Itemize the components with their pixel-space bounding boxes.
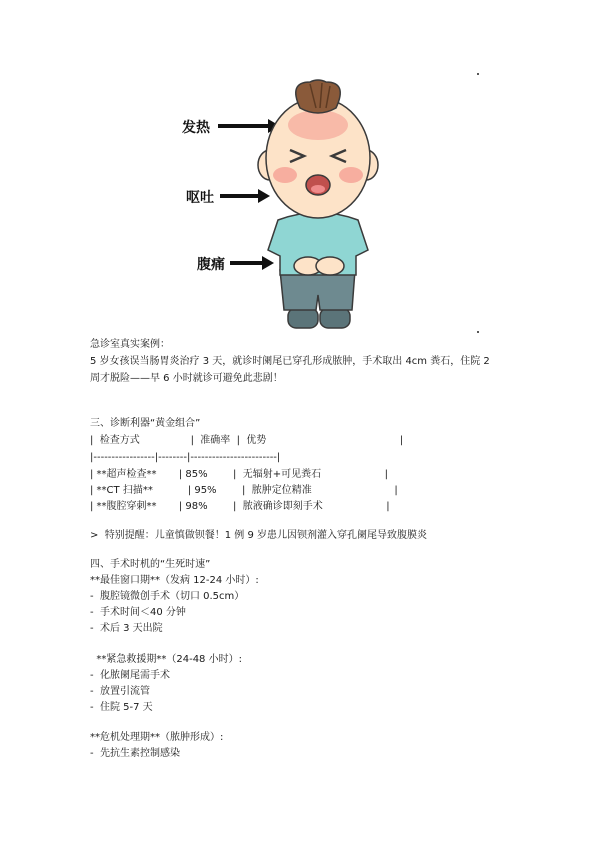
list-item: - 手术时间＜40 分钟	[90, 607, 186, 618]
list-item: - 先抗生素控制感染	[90, 748, 180, 759]
table-line: | 检查方式 | 准确率 | 优势 |	[90, 435, 404, 446]
vomit-label: 呕吐	[186, 190, 214, 206]
child-figure	[258, 80, 378, 328]
special-reminder-note: > 特别提醒：儿童慎做钡餐！1 例 9 岁患儿因钡剂灌入穿孔阑尾导致腹膜炎	[90, 530, 427, 541]
section-4-heading: 四、手术时机的“生死时速”	[90, 559, 211, 570]
sick-child-illustration	[170, 70, 500, 340]
pain-label: 腹痛	[197, 257, 225, 273]
pain-arrow-icon	[230, 256, 274, 270]
case-line-2: 周才脱险——早 6 小时就诊可避免此悲剧！	[90, 373, 283, 384]
window-2-title: **紧急救援期**（24-48 小时）:	[90, 654, 242, 665]
table-line: |-----------------|--------|------------------------|	[90, 452, 281, 463]
section-3-heading: 三、诊断利器“黄金组合”	[90, 418, 201, 429]
list-item: - 放置引流管	[90, 686, 150, 697]
vomit-arrow-icon	[220, 189, 270, 203]
list-item: - 化脓阑尾需手术	[90, 670, 170, 681]
case-line-1: 5 岁女孩误当肠胃炎治疗 3 天，就诊时阑尾已穿孔形成脓肿，手术取出 4cm 粪石，住院 2	[90, 356, 490, 367]
table-line: | **超声检查** | 85% | 无辐射+可见粪石 |	[90, 469, 389, 480]
list-item: - 术后 3 天出院	[90, 623, 163, 634]
table-line: | **腹腔穿刺** | 98% | 脓液确诊即刻手术 |	[90, 501, 390, 512]
fever-label: 发热	[182, 120, 210, 136]
list-item: - 腹腔镜微创手术（切口 0.5cm）	[90, 591, 245, 602]
list-item: - 住院 5-7 天	[90, 702, 153, 713]
case-title: 急诊室真实案例：	[90, 339, 170, 350]
window-3-title: **危机处理期**（脓肿形成）:	[90, 732, 224, 743]
window-1-title: **最佳窗口期**（发病 12-24 小时）:	[90, 575, 259, 586]
table-line: | **CT 扫描** | 95% | 脓肿定位精准 |	[90, 485, 398, 496]
